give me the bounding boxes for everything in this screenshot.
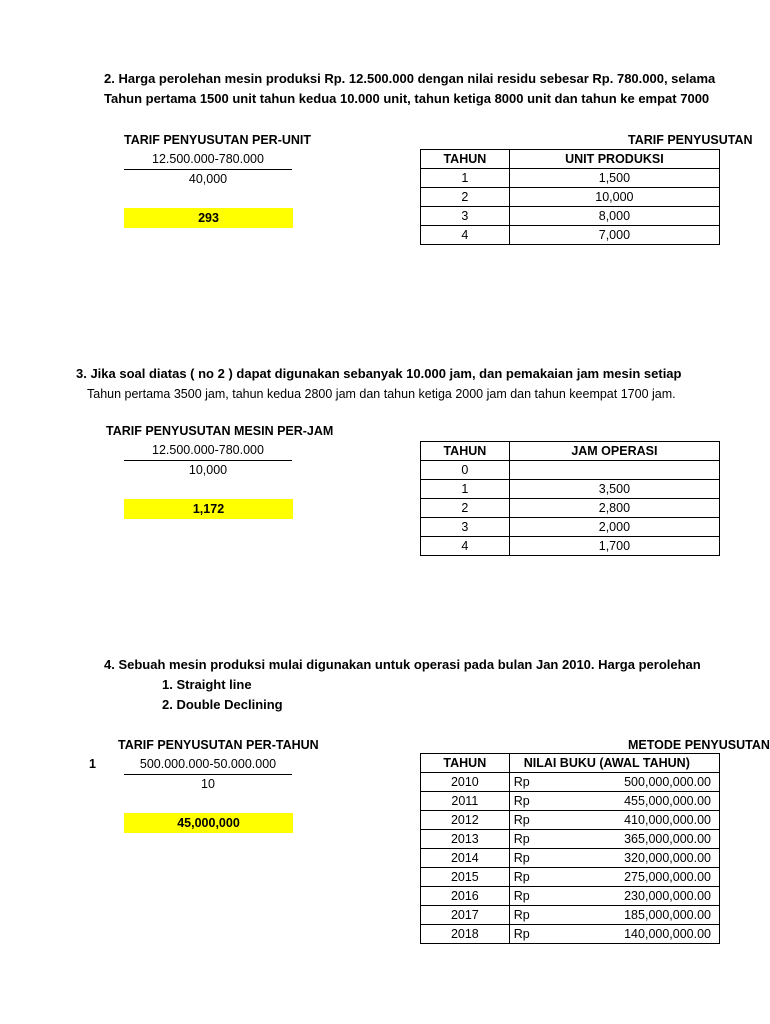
table-row <box>421 207 720 226</box>
header-tahun: TAHUN <box>421 754 510 773</box>
q2-text-line2: Tahun pertama 1500 unit tahun kedua 10.000 unit, tahun ketiga 8000 unit dan tahun ke empat 7000 <box>104 91 710 106</box>
cell-tahun: 2011 <box>421 792 510 811</box>
cell-tahun: 2 <box>421 499 510 518</box>
q2-right-title: TARIF PENYUSUTAN <box>628 133 753 147</box>
table-row <box>421 169 720 188</box>
cell-value: 140,000,000.00 <box>549 925 719 944</box>
cell-tahun: 3 <box>421 207 510 226</box>
table-row <box>421 925 720 944</box>
table-row <box>421 906 720 925</box>
q3-text-line2: Tahun pertama 3500 jam, tahun kedua 2800 jam dan tahun ketiga 2000 jam dan tahun keempat 1700 jam. <box>87 387 676 401</box>
cell-tahun: 2013 <box>421 830 510 849</box>
q4-numerator: 500.000.000-50.000.000 <box>124 757 292 775</box>
q2-rate-title: TARIF PENYUSUTAN PER-UNIT <box>124 133 312 147</box>
cell-tahun: 1 <box>421 480 510 499</box>
cell-currency: Rp <box>509 773 549 792</box>
table-row <box>421 849 720 868</box>
table-row <box>421 537 720 556</box>
q3-denominator: 10,000 <box>188 463 228 477</box>
cell-tahun: 4 <box>421 537 510 556</box>
cell-tahun: 2010 <box>421 773 510 792</box>
cell-value: 275,000,000.00 <box>549 868 719 887</box>
cell-tahun: 2018 <box>421 925 510 944</box>
cell-value: 1,500 <box>509 169 719 188</box>
cell-currency: Rp <box>509 849 549 868</box>
q3-result: 1,172 <box>124 499 293 519</box>
cell-value: 455,000,000.00 <box>549 792 719 811</box>
cell-tahun: 2014 <box>421 849 510 868</box>
header-tahun: TAHUN <box>421 150 510 169</box>
q3-table <box>420 441 720 556</box>
cell-tahun: 2012 <box>421 811 510 830</box>
table-header-row <box>421 442 720 461</box>
header-tahun: TAHUN <box>421 442 510 461</box>
table-row <box>421 499 720 518</box>
q4-index: 1 <box>89 757 96 771</box>
cell-value: 10,000 <box>509 188 719 207</box>
table-row <box>421 887 720 906</box>
cell-value: 410,000,000.00 <box>549 811 719 830</box>
cell-currency: Rp <box>509 887 549 906</box>
q2-text-line1: 2. Harga perolehan mesin produksi Rp. 12.500.000 dengan nilai residu sebesar Rp. 780.000, selama <box>104 71 716 86</box>
cell-tahun: 4 <box>421 226 510 245</box>
table-row <box>421 226 720 245</box>
table-row <box>421 461 720 480</box>
table-row <box>421 480 720 499</box>
q4-item1: 1. Straight line <box>162 677 252 692</box>
cell-value: 8,000 <box>509 207 719 226</box>
q2-denominator: 40,000 <box>188 172 228 186</box>
q3-text-line1: 3. Jika soal diatas ( no 2 ) dapat digunakan sebanyak 10.000 jam, dan pemakaian jam mesin setiap <box>76 366 682 381</box>
cell-tahun: 2015 <box>421 868 510 887</box>
cell-tahun: 2017 <box>421 906 510 925</box>
cell-value: 2,000 <box>509 518 719 537</box>
header-unit-produksi: UNIT PRODUKSI <box>509 150 719 169</box>
q2-result: 293 <box>124 208 293 228</box>
cell-currency: Rp <box>509 830 549 849</box>
table-row <box>421 188 720 207</box>
q4-text-line1: 4. Sebuah mesin produksi mulai digunakan untuk operasi pada bulan Jan 2010. Harga perolehan <box>104 657 701 672</box>
q4-right-title: METODE PENYUSUTAN <box>628 738 770 752</box>
cell-tahun: 1 <box>421 169 510 188</box>
cell-tahun: 2 <box>421 188 510 207</box>
q3-numerator: 12.500.000-780.000 <box>124 443 292 461</box>
table-header-row <box>421 754 720 773</box>
cell-tahun: 2016 <box>421 887 510 906</box>
header-nilai-buku: NILAI BUKU (AWAL TAHUN) <box>509 754 719 773</box>
cell-currency: Rp <box>509 792 549 811</box>
q3-rate-title: TARIF PENYUSUTAN MESIN PER-JAM <box>106 424 334 438</box>
cell-tahun: 3 <box>421 518 510 537</box>
cell-value: 7,000 <box>509 226 719 245</box>
q4-result: 45,000,000 <box>124 813 293 833</box>
cell-tahun: 0 <box>421 461 510 480</box>
q2-numerator: 12.500.000-780.000 <box>124 152 292 170</box>
table-row <box>421 830 720 849</box>
cell-currency: Rp <box>509 868 549 887</box>
table-row <box>421 868 720 887</box>
table-row <box>421 773 720 792</box>
q4-table <box>420 753 720 944</box>
cell-value: 500,000,000.00 <box>549 773 719 792</box>
cell-value: 1,700 <box>509 537 719 556</box>
cell-value: 3,500 <box>509 480 719 499</box>
q4-denominator: 10 <box>201 777 215 791</box>
q4-item2: 2. Double Declining <box>162 697 283 712</box>
table-header-row <box>421 150 720 169</box>
cell-value: 320,000,000.00 <box>549 849 719 868</box>
cell-currency: Rp <box>509 925 549 944</box>
cell-value: 230,000,000.00 <box>549 887 719 906</box>
table-row <box>421 792 720 811</box>
q2-table <box>420 149 720 245</box>
cell-currency: Rp <box>509 811 549 830</box>
cell-value: 185,000,000.00 <box>549 906 719 925</box>
cell-value: 2,800 <box>509 499 719 518</box>
cell-value <box>509 461 719 480</box>
q4-rate-title: TARIF PENYUSUTAN PER-TAHUN <box>118 738 319 752</box>
cell-value: 365,000,000.00 <box>549 830 719 849</box>
header-jam-operasi: JAM OPERASI <box>509 442 719 461</box>
table-row <box>421 518 720 537</box>
cell-currency: Rp <box>509 906 549 925</box>
table-row <box>421 811 720 830</box>
